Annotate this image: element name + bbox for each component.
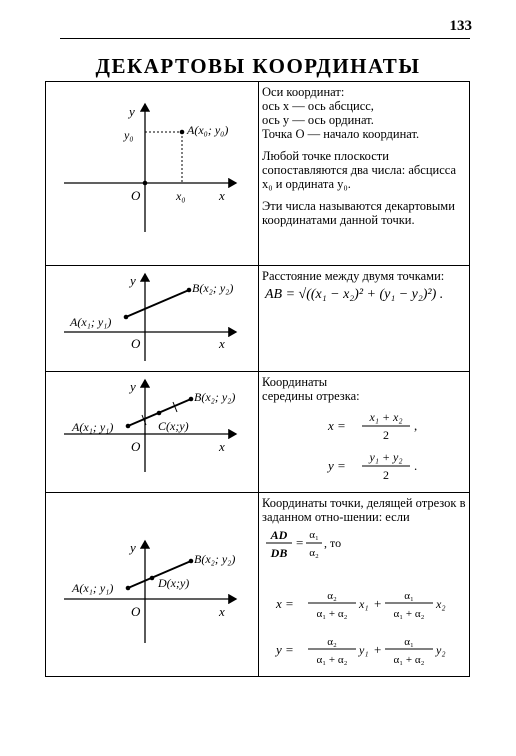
division-x-lhs: x =: [276, 596, 294, 611]
pair-text: Любой точке плоскости сопоставляются два числа: абсцисса x₀ и ордината y₀.: [262, 149, 457, 191]
cartesian-text: Эти числа называются декартовыми координатами данной точки.: [262, 199, 455, 227]
origin-label: O: [131, 188, 141, 203]
x-axis-line: ось x — ось абсцисс,: [262, 99, 374, 113]
point-a: [126, 424, 131, 429]
axes-definition: [262, 85, 467, 227]
origin-point: [143, 181, 148, 186]
point-a-label: A(x₁; y₁): [70, 315, 112, 329]
point-a-label: A(x₀; y₀): [187, 123, 229, 137]
midpoint-heading-line1: Координаты: [262, 375, 328, 389]
division-y-coef2-num: α₁: [404, 636, 414, 648]
ratio-then: , то: [324, 536, 342, 550]
y-axis-label: y: [129, 104, 135, 119]
midpoint-x-lhs: x =: [328, 418, 346, 433]
division-x-plus: +: [374, 596, 382, 611]
division-x-coef1-den: α₁ + α₂: [316, 608, 348, 620]
point-b: [187, 288, 192, 293]
distance-heading: Расстояние между двумя точками:: [262, 269, 445, 283]
x-axis-label: x: [219, 336, 225, 351]
segment-ab: [126, 290, 189, 317]
column-divider: [258, 82, 259, 676]
midpoint-heading: [262, 375, 467, 403]
origin-label: O: [131, 604, 141, 619]
midpoint-x-tail: ,: [414, 418, 418, 433]
point-a-label: A(x₁; y₁): [72, 581, 114, 595]
ratio-numerator: AD: [270, 528, 288, 542]
point-b: [189, 397, 194, 402]
division-formulas: [262, 524, 467, 674]
ratio-alpha2: α₂: [309, 547, 319, 559]
header-rule: [60, 38, 470, 39]
ratio-alpha1: α₁: [309, 529, 319, 541]
midpoint-y-numerator: y₁ + y₂: [369, 450, 403, 464]
point-d: [150, 576, 155, 581]
point-c-label: C(x;y): [158, 419, 189, 433]
midpoint-y-denominator: 2: [383, 468, 389, 482]
point-a-label: A(x₁; y₁): [72, 420, 114, 434]
y-axis-label: y: [130, 379, 136, 394]
point-b: [189, 559, 194, 564]
midpoint-y-lhs: y =: [328, 458, 346, 473]
division-x1: x₁: [359, 597, 369, 611]
ratio-denominator: DB: [270, 546, 288, 560]
point-b-label: B(x₂; y₂): [194, 552, 236, 566]
midpoint-diagram: [46, 372, 258, 492]
page-title: ДЕКАРТОВЫ КООРДИНАТЫ: [95, 54, 421, 78]
distance-diagram: [46, 266, 258, 371]
division-y-coef1-num: α₂: [327, 636, 337, 648]
division-y-lhs: y =: [276, 642, 294, 657]
y-axis-label: y: [130, 273, 136, 288]
content-table: [45, 81, 470, 677]
point-a: [126, 586, 131, 591]
coordinate-axes-diagram: [46, 82, 258, 265]
origin-label: O: [131, 336, 141, 351]
division-x-coef2-den: α₁ + α₂: [393, 608, 425, 620]
axes-heading: Оси координат:: [262, 85, 345, 99]
division-x-coef2-num: α₁: [404, 590, 414, 602]
point-b-label: B(x₂; y₂): [192, 281, 234, 295]
division-x-coef1-num: α₂: [327, 590, 337, 602]
division-y1: y₁: [359, 643, 369, 657]
distance-formula: AB = √((x₁ − x₂)² + (y₁ − y₂)²) .: [265, 287, 444, 302]
midpoint-formulas: [320, 408, 460, 488]
midpoint-x-numerator: x₁ + x₂: [369, 410, 403, 424]
point-a: [180, 130, 185, 135]
point-c: [157, 411, 162, 416]
division-y2: y₂: [436, 643, 446, 657]
division-y-coef1-den: α₁ + α₂: [316, 654, 348, 666]
midpoint-x-denominator: 2: [383, 428, 389, 442]
division-y-plus: +: [374, 642, 382, 657]
division-diagram: [46, 493, 258, 678]
x0-label: x₀: [176, 189, 186, 203]
page-number: 133: [449, 18, 472, 34]
point-d-label: D(x;y): [158, 576, 190, 590]
x-axis-label: x: [219, 439, 225, 454]
origin-line: Точка O — начало координат.: [262, 127, 420, 141]
y-axis-line: ось y — ось ординат.: [262, 113, 374, 127]
midpoint-heading-line2: середины отрезка:: [262, 389, 360, 403]
y-axis-label: y: [130, 540, 136, 555]
x-axis-label: x: [219, 188, 225, 203]
point-b-label: B(x₂; y₂): [194, 390, 236, 404]
origin-label: O: [131, 439, 141, 454]
division-x2: x₂: [436, 597, 446, 611]
point-a: [124, 315, 129, 320]
x-axis-label: x: [219, 604, 225, 619]
ratio-equals: =: [296, 535, 304, 550]
y0-label: y₀: [124, 128, 134, 142]
division-y-coef2-den: α₁ + α₂: [393, 654, 425, 666]
midpoint-y-tail: .: [414, 458, 418, 473]
division-heading: Координаты точки, делящей отрезок в заданном отно-шении: если: [262, 496, 466, 524]
